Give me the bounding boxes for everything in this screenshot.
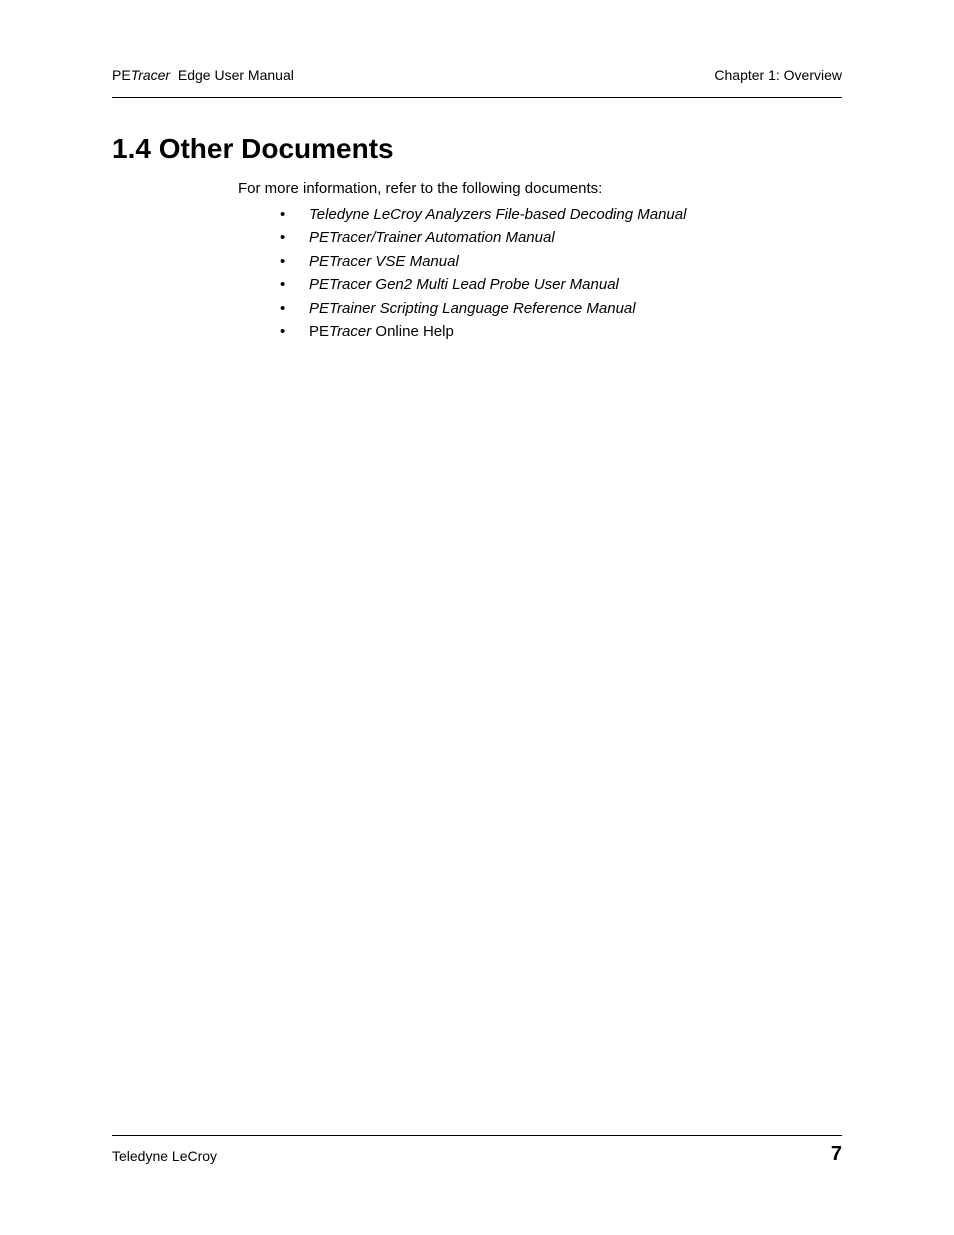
section-intro: For more information, refer to the following documents: bbox=[238, 180, 603, 197]
document-title: PETracer VSE Manual bbox=[309, 252, 459, 270]
document-title: PETrainer Scripting Language Reference Manual bbox=[309, 299, 636, 317]
footer-divider bbox=[112, 1135, 842, 1136]
document-title: PETracer Gen2 Multi Lead Probe User Manual bbox=[309, 276, 619, 294]
document-title: Teledyne LeCroy Analyzers File-based Decoding Manual bbox=[309, 206, 687, 223]
page-number: 7 bbox=[830, 1143, 842, 1165]
header-product-prefix: PE bbox=[112, 67, 131, 83]
bullet-icon: • bbox=[280, 206, 286, 223]
footer-company: Teledyne LeCroy bbox=[112, 1148, 218, 1164]
header-manual-suffix: Edge User Manual bbox=[177, 67, 294, 83]
bullet-icon: • bbox=[280, 276, 286, 294]
bullet-icon: • bbox=[280, 252, 286, 270]
section-title: 1.4 Other Documents bbox=[112, 133, 394, 164]
running-header bbox=[112, 66, 842, 84]
header-chapter: Chapter 1: Overview bbox=[714, 67, 842, 83]
header-divider bbox=[112, 97, 842, 98]
header-manual-title bbox=[112, 66, 294, 84]
bullet-icon: • bbox=[280, 299, 286, 317]
document-title: PETracer/Trainer Automation Manual bbox=[309, 229, 555, 247]
online-help-prefix: PE bbox=[309, 322, 330, 340]
online-help-italic: Tracer bbox=[329, 322, 372, 340]
online-help-title bbox=[309, 321, 454, 342]
bullet-icon: • bbox=[280, 322, 286, 340]
header-product-italic: Tracer bbox=[130, 67, 171, 83]
online-help-suffix: Online Help bbox=[375, 322, 454, 340]
bullet-icon: • bbox=[280, 229, 286, 247]
